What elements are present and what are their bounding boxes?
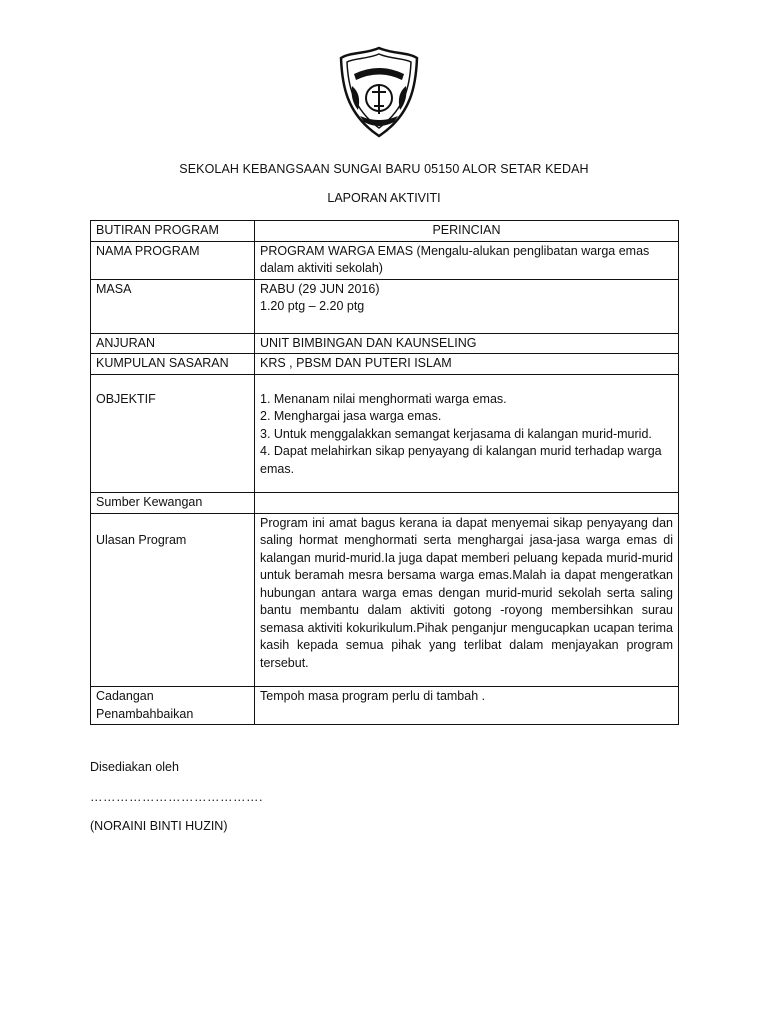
row-value-anjuran: UNIT BIMBINGAN DAN KAUNSELING xyxy=(255,333,679,354)
table-row xyxy=(91,513,679,687)
table-header-row xyxy=(91,221,679,242)
school-title: SEKOLAH KEBANGSAAN SUNGAI BARU 05150 ALOR SETAR KEDAH xyxy=(179,162,589,176)
row-value-nama-program xyxy=(255,241,679,279)
prepared-by-label: Disediakan oleh xyxy=(90,760,179,774)
row-value-ulasan-program: Program ini amat bagus kerana ia dapat menyemai sikap penyayang dan saling hormat menghormati serta menghargai jasa-jasa warga emas di kalangan murid-murid.Ia juga dapat memberi peluang kepada murid-murid untuk beramah mesra bersama warga emas.Malah ia dapat mengeratkan hubungan antara warga emas dengan murid-murid sekolah serta saling bantu membantu dalam aktiviti gotong -royong membersihkan surau semasa aktiviti kokurikulum.Pihak penganjur mengucapkan ucapan terima kasih kepada semua pihak yang terlibat dalam menjayakan program tersebut. xyxy=(255,513,679,687)
row-label-nama-program: NAMA PROGRAM xyxy=(91,241,255,279)
value-line: PROGRAM WARGA EMAS (Mengalu-alukan penglibatan warga emas xyxy=(260,243,650,258)
signature-line: …………………………………. xyxy=(90,790,263,804)
table-row xyxy=(91,241,679,279)
objective-item: 3. Untuk menggalakkan semangat kerjasama di kalangan murid-murid. xyxy=(260,426,652,441)
objective-item: 1. Menanam nilai menghormati warga emas. xyxy=(260,391,507,406)
column-header-perincian: PERINCIAN xyxy=(255,221,679,242)
row-label-sumber-kewangan: Sumber Kewangan xyxy=(91,493,255,514)
row-label-kumpulan-sasaran: KUMPULAN SASARAN xyxy=(91,354,255,375)
row-value-kumpulan-sasaran: KRS , PBSM DAN PUTERI ISLAM xyxy=(255,354,679,375)
preparer-name: (NORAINI BINTI HUZIN) xyxy=(90,819,228,833)
row-label-ulasan-program: Ulasan Program xyxy=(91,513,255,687)
table-row xyxy=(91,493,679,514)
row-value-cadangan: Tempoh masa program perlu di tambah . xyxy=(255,687,679,725)
value-line: 1.20 ptg – 2.20 ptg xyxy=(260,299,365,313)
table-row xyxy=(91,354,679,375)
report-title: LAPORAN AKTIVITI xyxy=(327,191,441,205)
row-value-masa xyxy=(255,279,679,333)
table-row xyxy=(91,374,679,493)
row-label-objektif: OBJEKTIF xyxy=(91,374,255,493)
row-label-cadangan: Cadangan Penambahbaikan xyxy=(91,687,255,725)
objective-item: emas. xyxy=(260,461,295,476)
value-line: RABU (29 JUN 2016) xyxy=(260,281,380,296)
column-header-butiran: BUTIRAN PROGRAM xyxy=(91,221,255,242)
objective-item: 4. Dapat melahirkan sikap penyayang di kalangan murid terhadap warga xyxy=(260,444,662,458)
table-row xyxy=(91,687,679,725)
table-row xyxy=(91,333,679,354)
objective-item: 2. Menghargai jasa warga emas. xyxy=(260,409,442,423)
row-label-anjuran: ANJURAN xyxy=(91,333,255,354)
report-table xyxy=(90,220,679,725)
row-label-masa: MASA xyxy=(91,279,255,333)
school-crest-logo xyxy=(336,44,422,140)
value-line: dalam aktiviti sekolah) xyxy=(260,261,383,275)
row-value-sumber-kewangan xyxy=(255,493,679,514)
table-row xyxy=(91,279,679,333)
row-value-objektif xyxy=(255,374,679,493)
